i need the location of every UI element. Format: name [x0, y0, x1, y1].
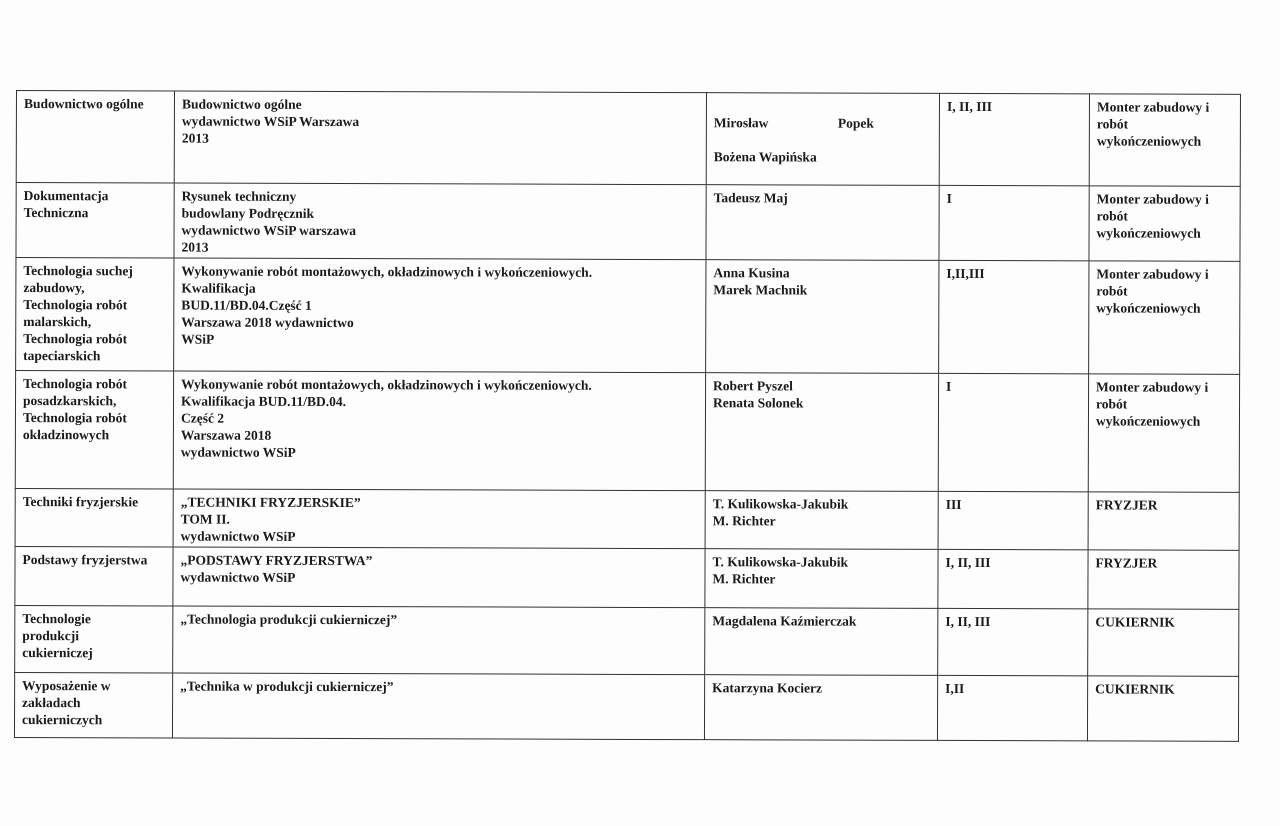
author-first-name: Mirosław [713, 115, 769, 131]
authors-cell: Anna Kusina Marek Machnik [706, 260, 939, 374]
classes-cell: I [938, 373, 1088, 491]
classes-cell: I,II [937, 675, 1087, 740]
profession-cell: Monter zabudowy i robót wykończeniowych [1088, 374, 1239, 492]
subject-cell: Podstawy fryzjerstwa [15, 546, 173, 605]
table-row [14, 672, 1238, 741]
subject-cell: Dokumentacja Techniczna [16, 183, 174, 258]
textbook-cell: „Technika w produkcji cukierniczej” [172, 673, 704, 740]
table-row [15, 605, 1239, 676]
profession-cell: Monter zabudowy i robót wykończeniowych [1089, 94, 1240, 186]
textbook-cell: Wykonywanie robót montażowych, okładzinowych i wykończeniowych. Kwalifikacja BUD.11/BD.04.Część 1 Warszawa 2018 wydawnictwo WSiP [174, 258, 706, 373]
textbook-table [14, 90, 1241, 742]
table-row [16, 258, 1240, 375]
classes-cell: I, II, III [939, 93, 1089, 185]
subject-cell: Budownictwo ogólne [16, 91, 174, 183]
authors-cell: Robert Pyszel Renata Solonek [705, 373, 938, 492]
subject-cell: Technologia suchej zabudowy, Technologia robót malarskich, Technologia robót tapeciarskich [16, 258, 174, 371]
table-row [15, 546, 1239, 609]
authors-cell: Katarzyna Kocierz [704, 675, 937, 741]
table-row [16, 183, 1240, 262]
author-second: Bożena Wapińska [713, 149, 817, 165]
classes-cell: I [939, 185, 1089, 260]
authors-cell: T. Kulikowska-Jakubik M. Richter [705, 491, 938, 550]
table-row [15, 371, 1239, 493]
subject-cell: Technologie produkcji cukierniczej [15, 605, 173, 672]
authors-cell: Tadeusz Maj [706, 185, 939, 261]
table-row [15, 488, 1239, 550]
authors-cell: T. Kulikowska-Jakubik M. Richter [705, 549, 938, 609]
textbook-cell: Budownictwo ogólne wydawnictwo WSiP Warszawa 2013 [174, 91, 706, 185]
profession-cell: CUKIERNIK [1088, 609, 1239, 676]
textbook-cell: Rysunek techniczny budowlany Podręcznik wydawnictwo WSiP warszawa 2013 [174, 183, 706, 260]
textbook-cell: Wykonywanie robót montażowych, okładzinowych i wykończeniowych. Kwalifikacja BUD.11/BD.04. Część 2 Warszawa 2018 wydawnictwo WSiP [173, 371, 705, 491]
profession-cell: CUKIERNIK [1087, 676, 1238, 741]
authors-cell [706, 93, 939, 186]
subject-cell: Techniki fryzjerskie [15, 488, 173, 546]
author-line [714, 114, 874, 132]
profession-cell: FRYZJER [1088, 492, 1239, 550]
subject-cell: Wyposażenie w zakładach cukierniczych [14, 672, 172, 737]
profession-cell: Monter zabudowy i robót wykończeniowych [1089, 186, 1240, 261]
classes-cell: I, II, III [938, 608, 1088, 675]
classes-cell: I, II, III [938, 549, 1088, 608]
table-row [16, 91, 1240, 187]
classes-cell: III [938, 491, 1088, 549]
subject-cell: Technologia robót posadzkarskich, Technologia robót okładzinowych [15, 371, 173, 489]
profession-cell: Monter zabudowy i robót wykończeniowych [1089, 261, 1240, 374]
author-first-surname: Popek [837, 115, 874, 131]
authors-cell: Magdalena Kaźmierczak [705, 608, 938, 676]
textbook-cell: „PODSTAWY FRYZJERSTWA” wydawnictwo WSiP [173, 547, 705, 608]
textbook-cell: „TECHNIKI FRYZJERSKIE” TOM II. wydawnictwo WSiP [173, 489, 705, 549]
textbook-cell: „Technologia produkcji cukierniczej” [173, 606, 705, 675]
profession-cell: FRYZJER [1088, 550, 1239, 609]
classes-cell: I,II,III [939, 260, 1089, 373]
